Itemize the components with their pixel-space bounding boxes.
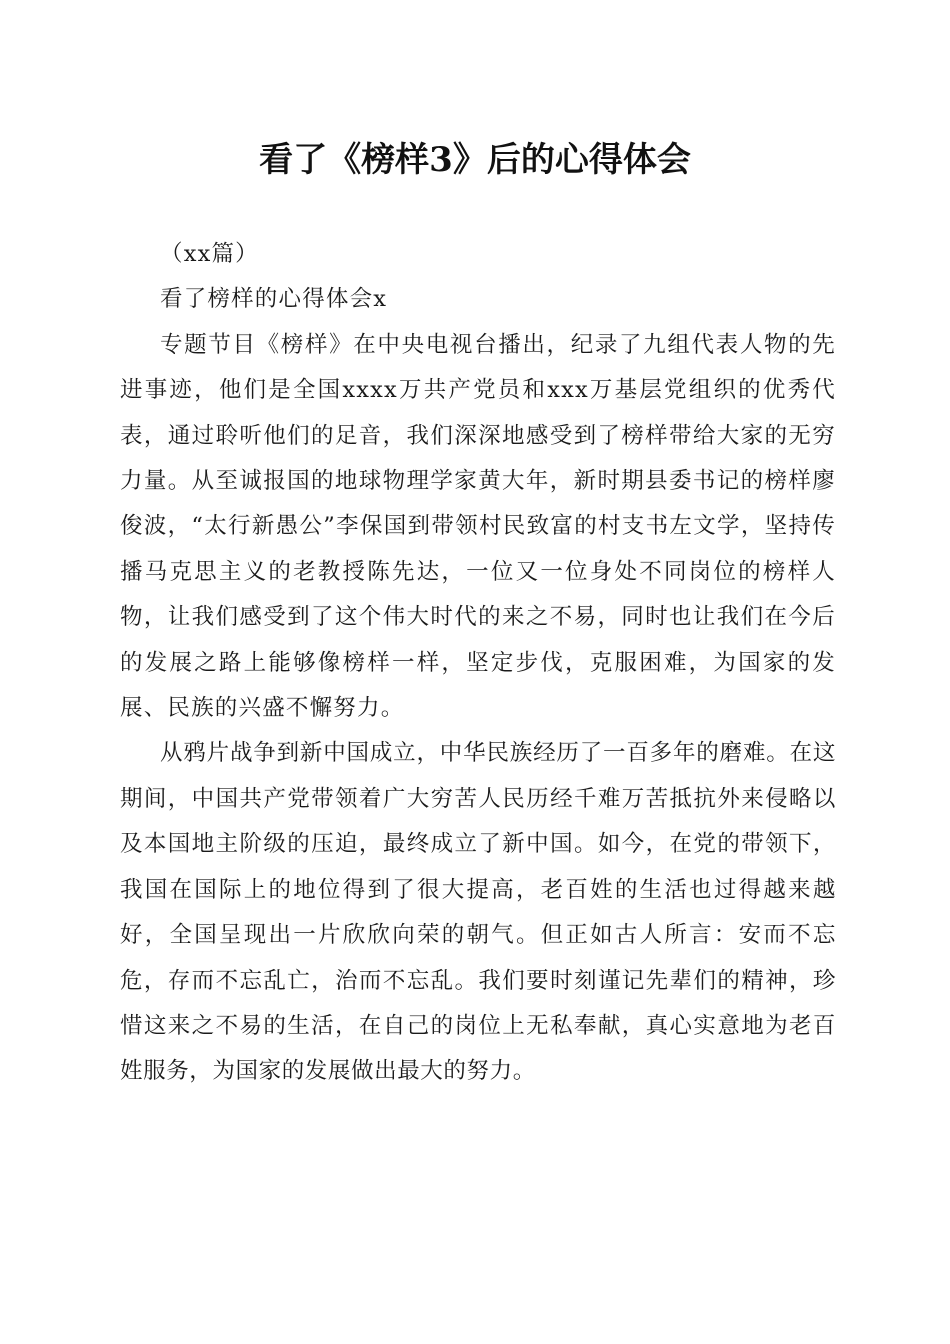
paragraph-subtitle: 看了榜样的心得体会x (160, 286, 388, 313)
document-title: 看了《榜样3》后的心得体会 (259, 140, 691, 180)
paragraph-body: 专题节目《榜样》在中央电视台播出，纪录了九组代表人物的先进事迹，他们是全国xxxx万共产党员和xxx万基层党组织的优秀代表，通过聆听他们的足音，我们深深地感受到了榜样带给大家的无穷力量。从至诚报国的地球物理学家黄大年，新时期县委书记的榜样廖俊波，“太行新愚公”李保国到带领村民致富的村支书左文学，坚持传播马克思主义的老教授陈先达，一位又一位身处不同岗位的榜样人物，让我们感受到了这个伟大时代的来之不易，同时也让我们在今后的发展之路上能够像榜样一样，坚定步伐，克服困难，为国家的发展、民族的兴盛不懈努力。 (120, 331, 836, 722)
paragraph-count-note: （xx篇） (160, 241, 259, 267)
document-body (120, 232, 836, 1095)
paragraph-body: 从鸦片战争到新中国成立，中华民族经历了一百多年的磨难。在这期间，中国共产党带领着广大穷苦人民历经千难万苦抵抗外来侵略以及本国地主阶级的压迫，最终成立了新中国。如今，在党的带领下，我国在国际上的地位得到了很大提高，老百姓的生活也过得越来越好，全国呈现出一片欣欣向荣的朝气。但正如古人所言：安而不忘危，存而不忘乱亡，治而不忘乱。我们要时刻谨记先辈们的精神，珍惜这来之不易的生活，在自己的岗位上无私奉献，真心实意地为老百姓服务，为国家的发展做出最大的努力。 (120, 740, 836, 1085)
